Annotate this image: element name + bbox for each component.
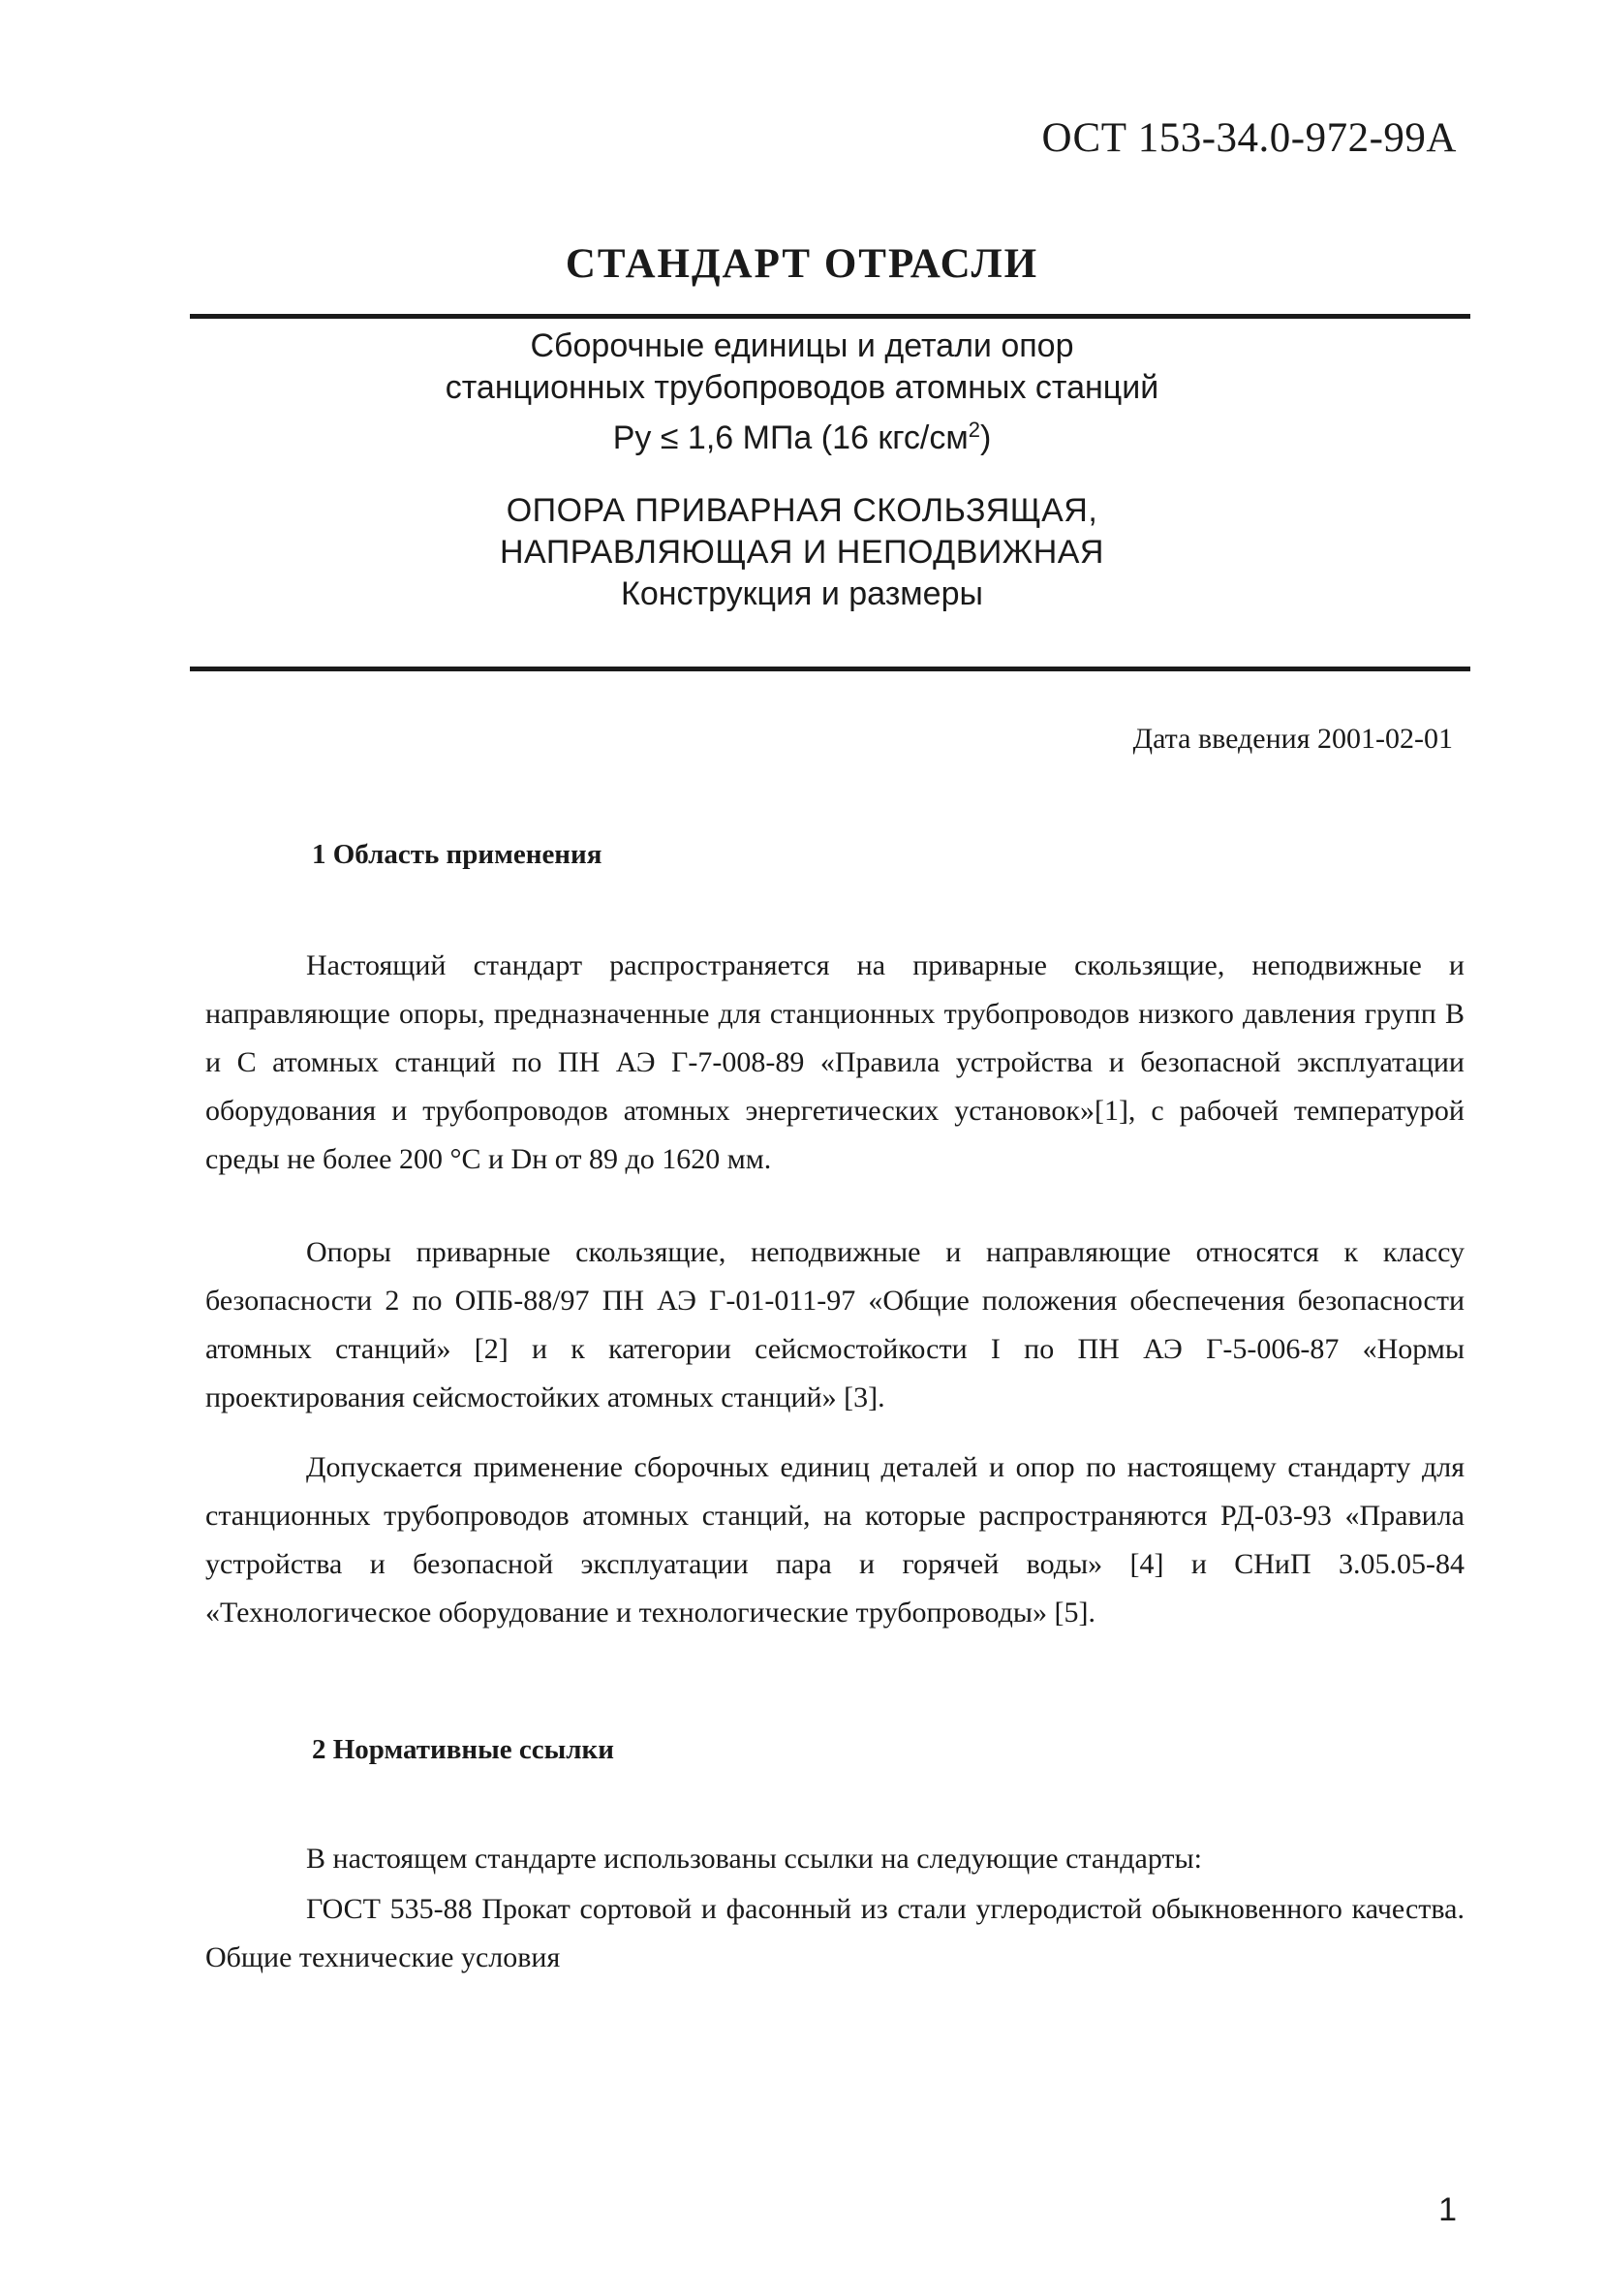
product-name-line-3: Конструкция и размеры [621,575,983,612]
top-divider [190,314,1470,319]
paragraph: Опоры приварные скользящие, неподвижные и направляющие относятся к классу безопасности 2 по ОПБ-88/97 ПН АЭ Г-01-011-97 «Общие положения обеспечения безопасности атомных станций» [2] и к категории сейсмостойкости I по ПН АЭ Г-5-006-87 «Нормы проектирования сейсмостойких атомных станций» [3]. [205,1236,1465,1413]
subtitle-line-1: Сборочные единицы и детали опор [530,327,1074,364]
paragraph: В настоящем стандарте использованы ссылки на следующие стандарты: [306,1843,1203,1875]
pressure-suffix: ) [979,419,992,456]
subtitle-line-2: станционных трубопроводов атомных станций [445,369,1159,406]
page-number: 1 [1438,2191,1457,2228]
paragraph: Настоящий стандарт распространяется на приварные скользящие, неподвижные и направляющие опоры, предназначенные для станционных трубопроводов низкого давления групп В и С атомных станций по ПН АЭ Г-7-008-89 «Правила устройства и безопасной эксплуатации оборудования и трубопроводов атомных энергетических установок»[1], с рабочей температурой среды не более 200 °С и Dн от 89 до 1620 мм. [205,949,1465,1175]
pressure-line [0,409,1604,459]
section-heading-references: 2 Нормативные ссылки [312,1734,614,1765]
bottom-divider [190,667,1470,671]
pressure-exponent: 2 [968,418,980,442]
subtitle-block [0,326,1604,459]
section-heading-scope: 1 Область применения [312,839,602,870]
standard-title: СТАНДАРТ ОТРАСЛИ [565,241,1039,287]
product-name-block [0,490,1604,615]
document-code: ОСТ 153-34.0-972-99А [1041,115,1457,161]
product-name-line-2: НАПРАВЛЯЮЩАЯ И НЕПОДВИЖНАЯ [499,534,1104,571]
paragraph: Допускается применение сборочных единиц деталей и опор по настоящему стандарту для станционных трубопроводов атомных станций, на которые распространяются РД-03-93 «Правила устройства и безопасной эксплуатации пара и горячей воды» [4] и СНиП 3.05.05-84 «Технологическое оборудование и технологические трубопроводы» [5]. [205,1451,1465,1629]
pressure-prefix: Ру ≤ 1,6 МПа (16 кгс/см [612,419,969,456]
paragraph: ГОСТ 535-88 Прокат сортовой и фасонный из стали углеродистой обыкновенного качества. Общие технические условия [205,1893,1465,1973]
introduction-date: Дата введения 2001-02-01 [1132,723,1453,755]
product-name-line-1: ОПОРА ПРИВАРНАЯ СКОЛЬЗЯЩАЯ, [506,492,1098,529]
